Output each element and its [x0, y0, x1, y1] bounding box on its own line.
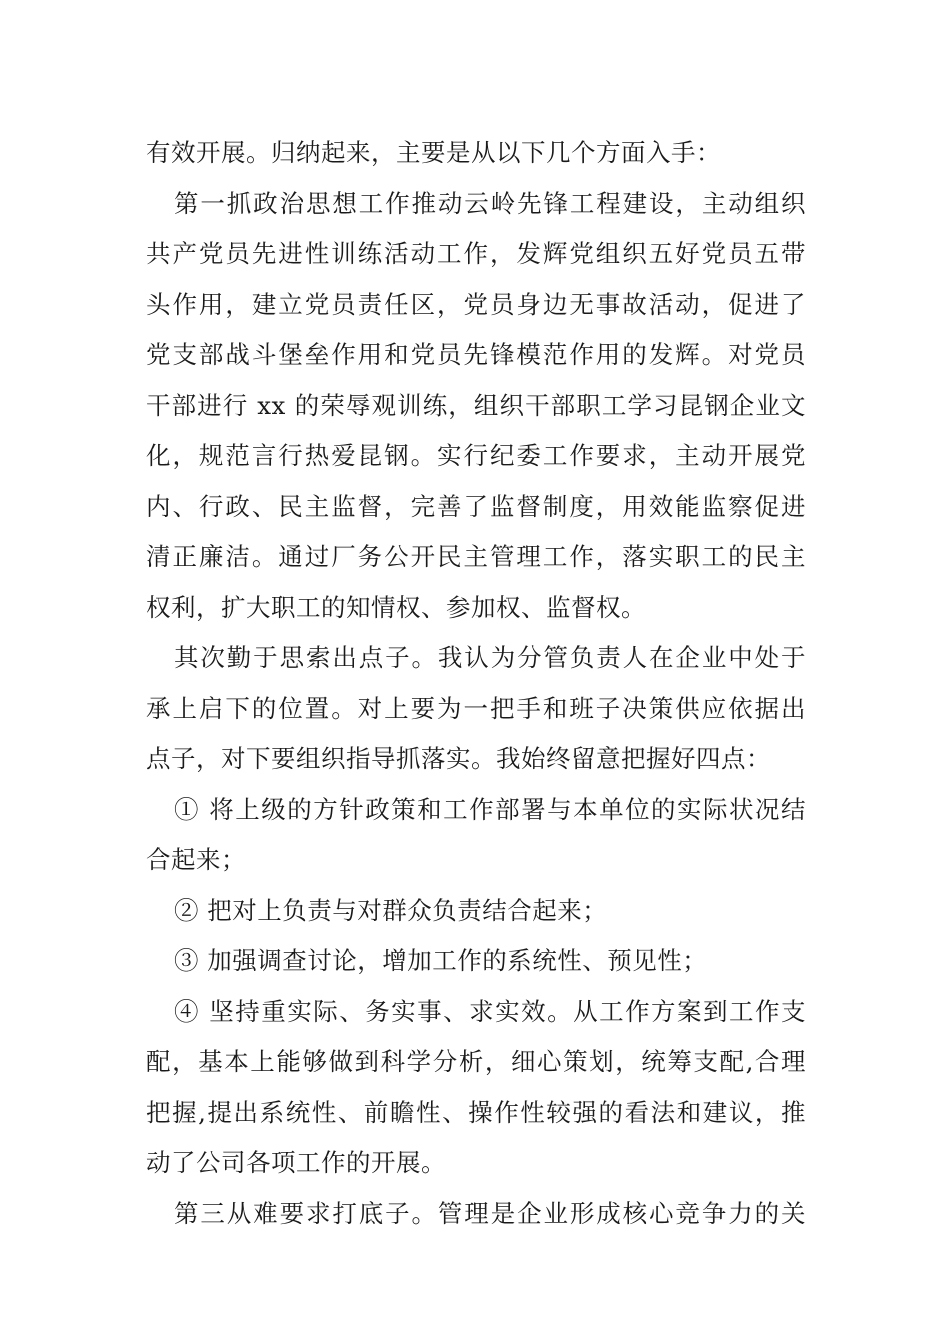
text-line: 内、行政、民主监督，完善了监督制度，用效能监察促进 [146, 491, 806, 521]
text-line: ④ 坚持重实际、务实事、求实效。从工作方案到工作支 [174, 996, 806, 1026]
text-line: 有效开展。归纳起来，主要是从以下几个方面入手： [146, 138, 721, 167]
text-line: ③ 加强调查讨论，增加工作的系统性、预见性； [174, 946, 708, 975]
text-line: 权利，扩大职工的知情权、参加权、监督权。 [146, 592, 646, 622]
text-line: 合起来； [146, 845, 246, 874]
text-line: 清正廉洁。通过厂务公开民主管理工作，落实职工的民主 [146, 542, 806, 571]
text-line: 共产党员先进性训练活动工作，发辉党组织五好党员五带 [146, 239, 806, 268]
text-line: 第三从难要求打底子。管理是企业形成核心竞争力的关 [174, 1198, 806, 1228]
text-line: ① 将上级的方针政策和工作部署与本单位的实际状况结 [174, 794, 806, 824]
text-line: 党支部战斗堡垒作用和党员先锋模范作用的发辉。对党员 [146, 340, 806, 369]
text-line: 点子，对下要组织指导抓落实。我始终留意把握好四点： [146, 744, 771, 773]
text-line: 化，规范言行热爱昆钢。实行纪委工作要求，主动开展党 [146, 441, 806, 470]
text-line: 配，基本上能够做到科学分析，细心策划，统筹支配,合理 [146, 1047, 806, 1076]
text-line: 干部进行 xx 的荣辱观训练，组织干部职工学习昆钢企业文 [146, 390, 806, 420]
text-line: 第一抓政治思想工作推动云岭先锋工程建设，主动组织 [174, 188, 806, 218]
text-line: 其次勤于思索出点子。我认为分管负责人在企业中处于 [174, 643, 806, 672]
text-line: 承上启下的位置。对上要为一把手和班子决策供应依据出 [146, 693, 806, 723]
text-line: 把握,提出系统性、前瞻性、操作性较强的看法和建议，推 [146, 1097, 806, 1127]
document-body [146, 128, 806, 1239]
text-line: 头作用，建立党员责任区，党员身边无事故活动，促进了 [146, 289, 806, 319]
text-line: 动了公司各项工作的开展。 [146, 1148, 446, 1177]
text-line: ② 把对上负责与对群众负责结合起来； [174, 895, 608, 925]
